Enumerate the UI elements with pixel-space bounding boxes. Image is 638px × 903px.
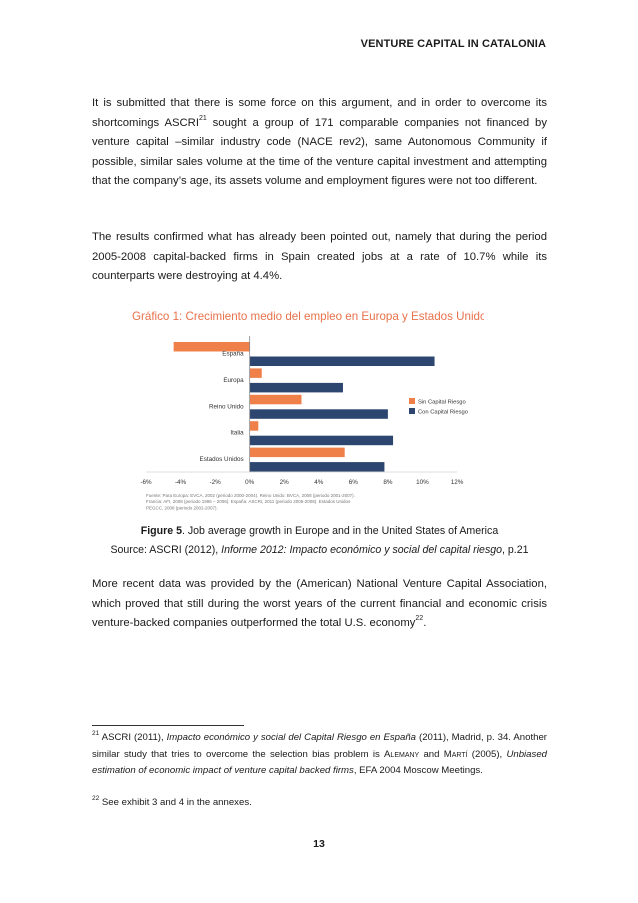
category-label-4: Estados Unidos [199, 456, 244, 464]
bar-con-2 [250, 409, 388, 419]
bar-sin-1 [250, 368, 262, 378]
paragraph-3 [92, 575, 547, 634]
legend-swatch-1 [409, 408, 415, 414]
footnote-ref-22[interactable]: 22 [415, 615, 424, 623]
paragraph-3-text-a: More recent data was provided by the (American) National Venture Capital Association, which proved that still during the worst years of the current financial and economic crisis venture-backed companies outperformed the total U.S. economy [92, 578, 547, 630]
caption-label: Figure 5 [140, 525, 182, 537]
caption-text: . Job average growth in Europe and in the United States of America [181, 525, 499, 537]
x-tick-label-0: -6% [140, 479, 152, 486]
fn21-text-d: , EFA 2004 Moscow Meetings. [353, 765, 483, 776]
fn21-title-1: Impacto económico y social del Capital Riesgo en España [166, 732, 417, 743]
chart-svg [128, 298, 484, 513]
x-tick-label-5: 4% [314, 479, 324, 486]
paragraph-1-text-b: sought a group of 171 comparable companies not financed by venture capital –similar industry code (NACE rev2), same Autonomous Community if possible, similar sales volume at the time of the venture capital investment and attempting that the company’s age, its assets volume and employment figures were not too different. [92, 116, 547, 188]
category-label-1: Europa [223, 376, 244, 384]
paragraph-3-text-b: . [423, 617, 427, 630]
footnote-22-number: 22 [92, 795, 100, 802]
fn21-and: and [419, 748, 444, 760]
bar-con-0 [250, 357, 435, 367]
source-suffix: , p.21 [502, 544, 529, 556]
bar-con-4 [250, 462, 385, 472]
footnote-21-number: 21 [92, 730, 100, 737]
footnote-21 [92, 730, 547, 780]
footnote-22 [92, 795, 547, 812]
running-header: VENTURE CAPITAL IN CATALONIA [360, 38, 546, 50]
chart-title: Gráfico 1: Crecimiento medio del empleo en Europa y Estados Unidos [132, 310, 484, 323]
legend-label-1: Con Capital Riesgo [418, 409, 468, 416]
fn21-author-2: Martí [443, 748, 468, 760]
bar-con-1 [250, 383, 343, 393]
legend-label-0: Sin Capital Riesgo [418, 399, 466, 406]
fn21-title-2: Unbiased estimation of economic impact of venture capital backed firms [92, 748, 547, 776]
x-tick-label-8: 10% [416, 479, 429, 486]
legend-swatch-0 [409, 398, 415, 404]
fn21-author-1: Alemany [384, 748, 420, 760]
fn21-text-a: ASCRI (2011), [99, 732, 167, 743]
fn21-text-b: (2011), Madrid, p. 34. Another similar study that tries to overcome the selection bias problem is [92, 732, 547, 760]
x-tick-label-9: 12% [450, 479, 464, 486]
page-number: 13 [313, 838, 325, 850]
category-label-0: España [222, 350, 244, 358]
x-tick-label-6: 6% [348, 479, 358, 486]
paragraph-1 [92, 94, 547, 192]
x-tick-label-2: -2% [209, 479, 221, 486]
figure-source [92, 542, 547, 558]
footnote-ref-21[interactable]: 21 [198, 114, 207, 122]
x-tick-label-1: -4% [174, 479, 187, 486]
x-tick-label-3: 0% [245, 479, 255, 486]
fn22-text: See exhibit 3 and 4 in the annexes. [99, 797, 252, 808]
fn21-text-c: (2005), [467, 748, 507, 760]
paragraph-2: The results confirmed what has already been pointed out, namely that during the period 2005-2008 capital-backed firms in Spain created jobs at a rate of 10.7% while its counterparts were destroying at 4.4%. [92, 231, 547, 283]
bar-sin-2 [250, 395, 302, 405]
x-tick-label-4: 2% [279, 479, 289, 486]
paragraph-1-text-a: It is submitted that there is some force on this argument, and in order to overcome its shortcomings ASCRI [92, 97, 547, 129]
bar-sin-4 [250, 448, 345, 458]
chart-source-line-0: Fuente: Para Europa: EVCA, 2002 (periodo 2000-2004). Reino Unido: BVCA, 2008 (periodo 2001-2007). [146, 493, 355, 498]
bar-con-3 [250, 436, 393, 446]
figure-5-chart [128, 298, 484, 513]
bar-sin-3 [250, 421, 259, 431]
category-label-2: Reino Unido [209, 403, 244, 411]
source-title: Informe 2012: Impacto económico y social del capital riesgo [221, 544, 503, 556]
figure-caption [92, 523, 547, 539]
source-prefix: Source: ASCRI (2012), [110, 544, 222, 556]
x-tick-label-7: 8% [383, 479, 393, 486]
category-label-3: Italia [230, 429, 244, 437]
chart-source-line-2: PEGCC, 2008 (periodo 2002-2007). [146, 505, 218, 511]
footnote-separator [92, 725, 244, 726]
chart-source-line-1: Francia: AFI, 2008 (periodo 1996 – 2006). España: ASCRI, 2011 (periodo 2005-2008). Estados Unidos [146, 499, 351, 505]
